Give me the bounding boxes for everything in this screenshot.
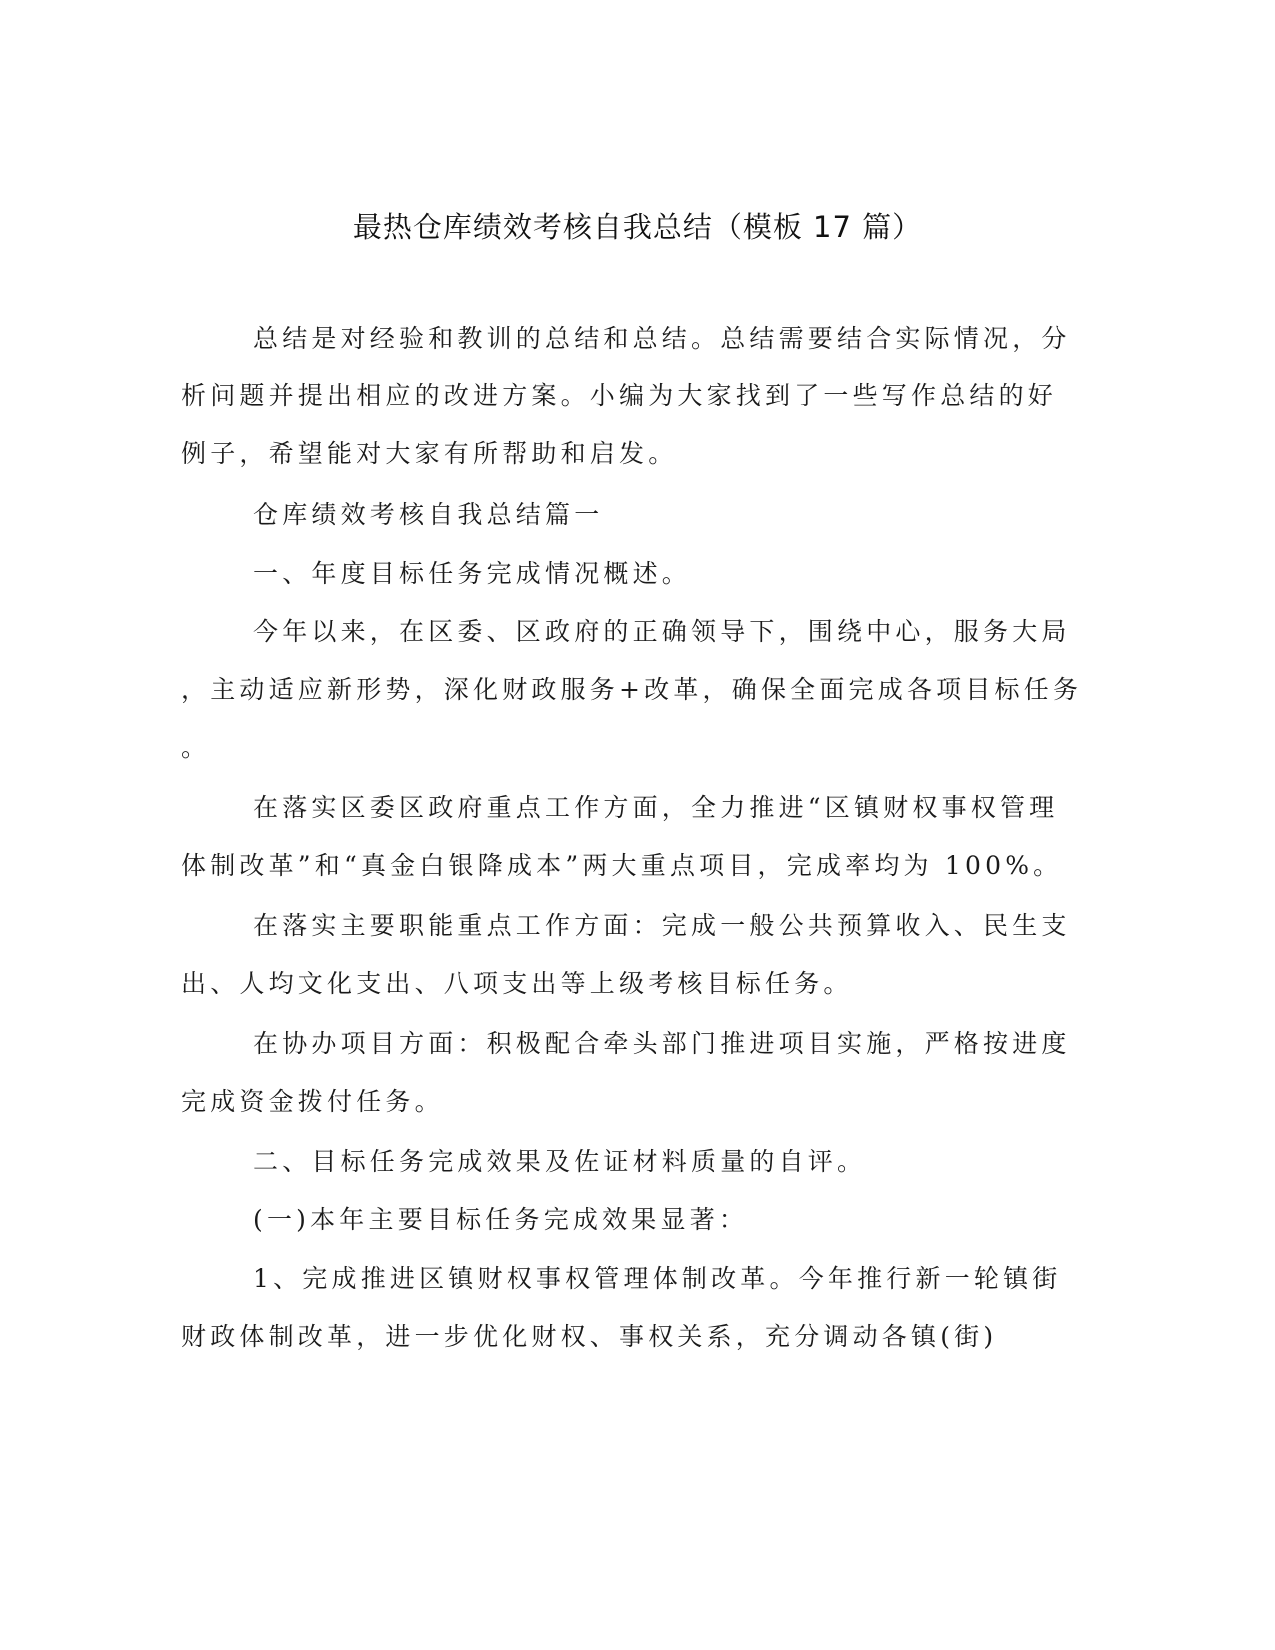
section-heading: 仓库绩效考核自我总结篇一 xyxy=(253,500,604,529)
paragraph-line: 总结是对经验和教训的总结和总结。总结需要结合实际情况，分 xyxy=(253,324,1071,353)
paragraph-line: 体制改革”和“真金白银降成本”两大重点项目，完成率均为 100%。 xyxy=(181,851,1063,880)
paragraph-line: 出、人均文化支出、八项支出等上级考核目标任务。 xyxy=(181,969,853,998)
document-title: 最热仓库绩效考核自我总结（模板 17 篇） xyxy=(352,210,923,244)
paragraph-line: 在协办项目方面：积极配合牵头部门推进项目实施，严格按进度 xyxy=(253,1029,1071,1058)
paragraph-line: 完成资金拨付任务。 xyxy=(181,1087,444,1116)
subsection-heading: (一)本年主要目标任务完成效果显著： xyxy=(253,1205,749,1234)
paragraph-line: 例子，希望能对大家有所帮助和启发。 xyxy=(181,439,678,468)
paragraph-line: 财政体制改革，进一步优化财权、事权关系，充分调动各镇(街) xyxy=(181,1322,998,1351)
paragraph-line: 在落实区委区政府重点工作方面，全力推进“区镇财权事权管理 xyxy=(253,793,1059,822)
paragraph-line: ，主动适应新形势，深化财政服务+改革，确保全面完成各项目标任务 xyxy=(181,675,1083,704)
subsection-heading: 二、目标任务完成效果及佐证材料质量的自评。 xyxy=(253,1147,867,1176)
subsection-heading: 一、年度目标任务完成情况概述。 xyxy=(253,559,692,588)
paragraph-line: 。 xyxy=(181,733,211,762)
paragraph-line: 析问题并提出相应的改进方案。小编为大家找到了一些写作总结的好 xyxy=(181,381,1058,410)
paragraph-line: 1、完成推进区镇财权事权管理体制改革。今年推行新一轮镇街 xyxy=(253,1264,1062,1293)
paragraph-line: 在落实主要职能重点工作方面：完成一般公共预算收入、民生支 xyxy=(253,911,1071,940)
paragraph-line: 今年以来，在区委、区政府的正确领导下，围绕中心，服务大局 xyxy=(253,617,1071,646)
